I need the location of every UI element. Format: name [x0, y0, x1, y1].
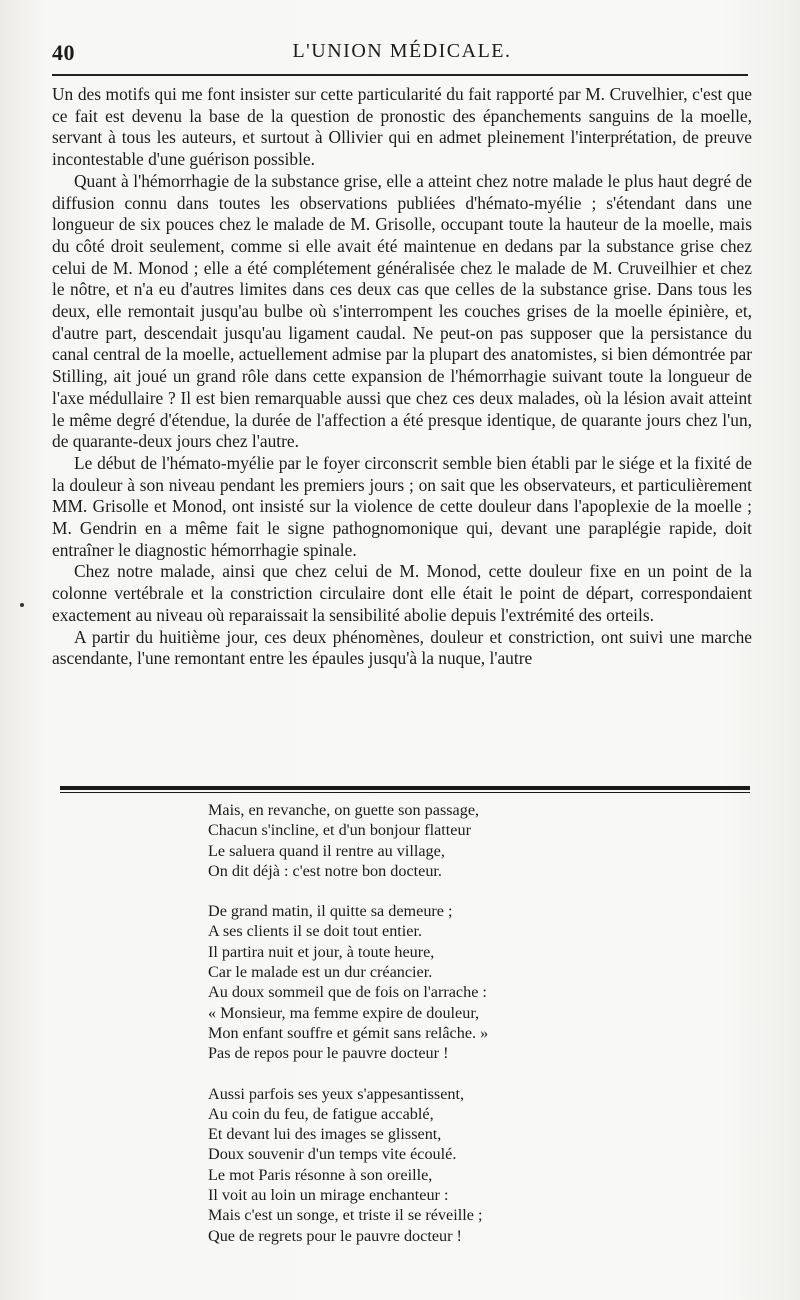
poem-line: Doux souvenir d'un temps vite écoulé.: [208, 1145, 457, 1164]
feuilleton-rule: [60, 786, 750, 790]
poem-line: Chacun s'incline, et d'un bonjour flatteur: [208, 821, 471, 840]
running-title: L'UNION MÉDICALE.: [292, 40, 512, 62]
feuilleton-rule-thin: [60, 792, 750, 793]
poem-line: Car le malade est un dur créancier.: [208, 963, 433, 982]
poem-line: « Monsieur, ma femme expire de douleur,: [208, 1003, 480, 1022]
poem-line: Le mot Paris résonne à son oreille,: [208, 1165, 433, 1184]
ink-speck: [20, 603, 24, 607]
poem-stanza-3: [208, 1084, 668, 1246]
poem: [208, 800, 668, 1266]
poem-line: Et devant lui des images se glissent,: [208, 1125, 442, 1144]
poem-line: Que de regrets pour le pauvre docteur !: [208, 1226, 462, 1245]
poem-line: Mais, en revanche, on guette son passage,: [208, 801, 480, 819]
poem-line: On dit déjà : c'est notre bon docteur.: [208, 861, 442, 880]
page-number: 40: [52, 40, 75, 65]
paragraph-5: A partir du huitième jour, ces deux phénomènes, douleur et constriction, ont suivi une marche ascendante, l'une remontant entre les épaules jusqu'à la nuque, l'autre: [52, 626, 752, 669]
poem-stanza-1: [208, 800, 668, 881]
poem-line: Mais c'est un songe, et triste il se réveille ;: [208, 1206, 483, 1225]
poem-line: Mon enfant souffre et gémit sans relâche. »: [208, 1023, 489, 1042]
poem-line: Pas de repos pour le pauvre docteur !: [208, 1044, 449, 1063]
poem-line: A ses clients il se doit tout entier.: [208, 922, 423, 941]
poem-stanza-2: [208, 901, 668, 1063]
paragraph-1: Un des motifs qui me font insister sur cette particularité du fait rapporté par M. Cruvelhier, c'est que ce fait est devenu la base de la question de pronostic des épanchements sanguins de la moelle, servant à tous les auteurs, et surtout à Ollivier qui en admet pleinement l'interprétation, de preuve incontestable d'une guérison possible.: [52, 84, 752, 170]
poem-line: Le saluera quand il rentre au village,: [208, 841, 445, 860]
poem-line: De grand matin, il quitte sa demeure ;: [208, 902, 453, 921]
paragraph-4: Chez notre malade, ainsi que chez celui de M. Monod, cette douleur fixe en un point de la colonne vertébrale et la constriction circulaire dont elle était le point de départ, correspondaient exactement au niveau où reparaissait la sensibilité abolie depuis l'extrémité des orteils.: [52, 561, 752, 625]
header-rule: [52, 74, 748, 76]
poem-line: Au doux sommeil que de fois on l'arrache :: [208, 983, 487, 1002]
paragraph-3: Le début de l'hémato-myélie par le foyer circonscrit semble bien établi par le siége et la fixité de la douleur à son niveau pendant les premiers jours ; on sait que les observateurs, et particulièrement MM. Grisolle et Monod, ont insisté sur la violence de cette douleur dans l'apoplexie de la moelle ; M. Gendrin en a même fait le signe pathognomonique qui, devant une paraplégie rapide, doit entraîner le diagnostic hémorrhagie spinale.: [52, 452, 752, 560]
poem-line: Au coin du feu, de fatigue accablé,: [208, 1104, 434, 1123]
paragraph-2: Quant à l'hémorrhagie de la substance grise, elle a atteint chez notre malade le plus haut degré de diffusion connu dans toutes les observations publiées d'hémato-myélie ; s'étendant dans une longueur de six pouces chez le malade de M. Grisolle, occupant toute la hauteur de la moelle, mais du côté droit seulement, comme si elle avait été maintenue en dedans par la substance grise chez celui de M. Monod ; elle a été complétement généralisée chez le malade de M. Cruveilhier et chez le nôtre, et n'a eu d'autres limites dans ces deux cas que celles de la substance grise. Dans tous les deux, elle remontait jusqu'au bulbe où s'interrompent les couches grises de la moelle épinière, et, d'autre part, descendait jusqu'au ligament caudal. Ne peut-on pas supposer que la persistance du canal central de la moelle, actuellement admise par la plupart des anatomistes, si bien démontrée par Stilling, ait joué un grand rôle dans cette expansion de l'hémorrhagie suivant toute la longueur de l'axe médullaire ? Il est bien remarquable aussi que chez ces deux malades, où la lésion avait atteint le même degré d'étendue, la durée de l'affection a été presque identique, de quarante jours chez l'un, de quarante-deux jours chez l'autre.: [52, 170, 752, 452]
poem-line: Aussi parfois ses yeux s'appesantissent,: [208, 1084, 465, 1103]
poem-line: Il partira nuit et jour, à toute heure,: [208, 942, 435, 961]
page-header: [52, 36, 752, 66]
poem-line: Il voit au loin un mirage enchanteur :: [208, 1186, 449, 1205]
article-body: [52, 84, 752, 670]
